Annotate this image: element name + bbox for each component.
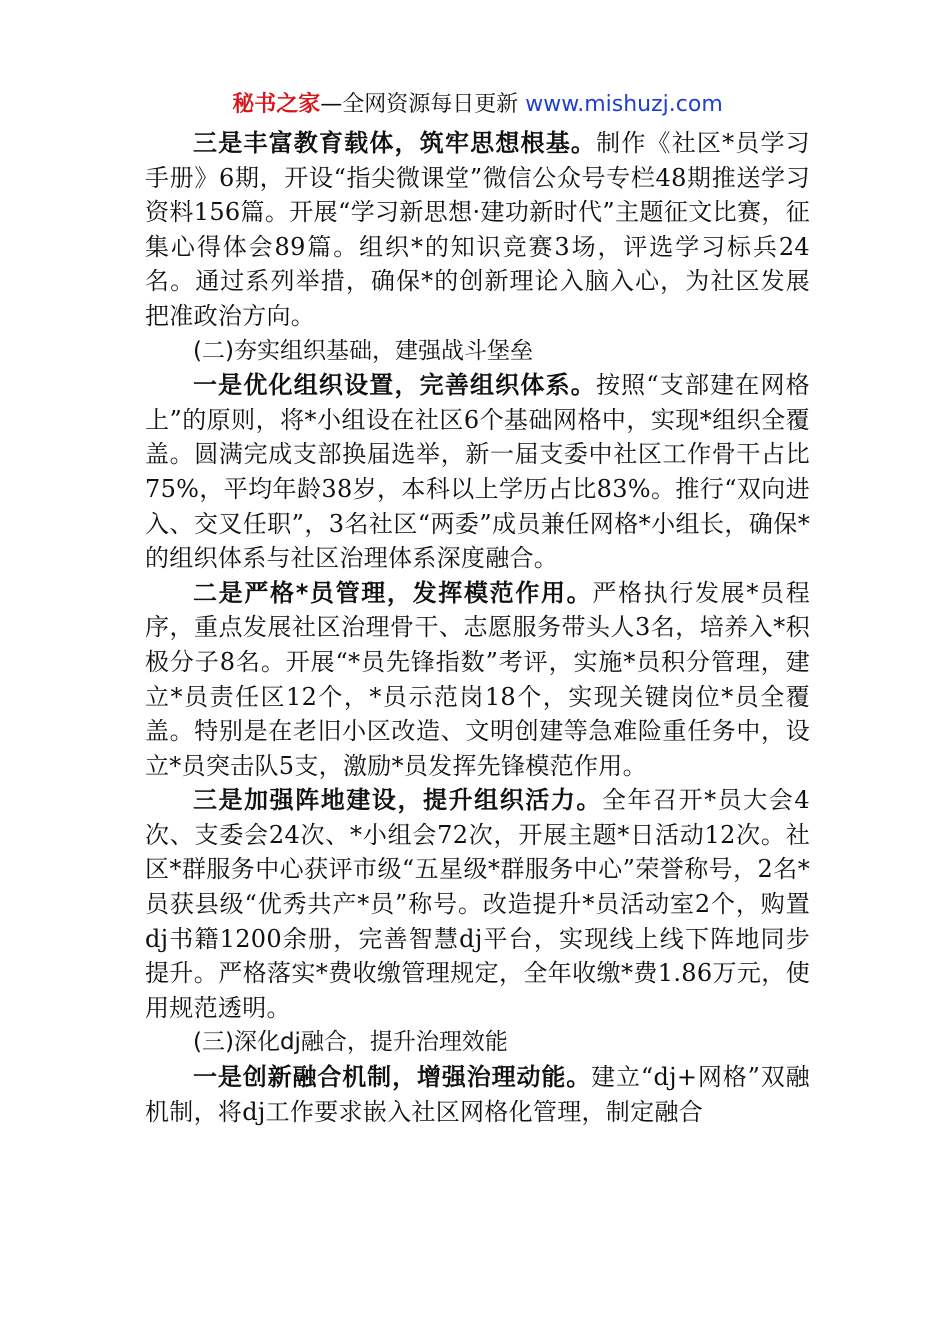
paragraph-position-building xyxy=(145,783,810,1025)
paragraph-education-carrier xyxy=(145,126,810,334)
paragraph-member-management xyxy=(145,576,810,784)
brand-name: 秘书之家 xyxy=(232,92,321,117)
header-slogan: —全网资源每日更新 xyxy=(320,92,526,117)
paragraph-lead: 三是加强阵地建设，提升组织活力。 xyxy=(193,786,602,815)
paragraph-body: 严格执行发展*员程序，重点发展社区治理骨干、志愿服务带头人3名，培养入*积极分子8名。开展“*员先锋指数”考评，实施*员积分管理，建立*员责任区12个，*员示范岗18个，实现关键岗位*员全覆盖。特别是在老旧小区改造、文明创建等急难险重任务中，设立*员突击队5支，激励*员发挥先锋模范作用。 xyxy=(145,578,810,780)
paragraph-lead: 一是优化组织设置，完善组织体系。 xyxy=(193,371,596,400)
paragraph-lead: 三是丰富教育载体，筑牢思想根基。 xyxy=(193,129,597,157)
paragraph-body: 建立“dj+网格”双融机制，将dj工作要求嵌入社区网格化管理，制定融合 xyxy=(145,1063,810,1126)
paragraph-body: 按照“支部建在网格上”的原则，将*小组设在社区6个基础网格中，实现*组织全覆盖。圆满完成支部换届选举，新一届支委中社区工作骨干占比75%，平均年龄38岁，本科以上学历占比83%。推行“双向进入、交叉任职”，3名社区“两委”成员兼任网格*小组长，确保*的组织体系与社区治理体系深度融合。 xyxy=(145,371,810,573)
paragraph-lead: 二是严格*员管理，发挥模范作用。 xyxy=(193,578,593,607)
paragraph-organization-setup xyxy=(145,368,810,576)
section-heading-integration: (三)深化dj融合，提升治理效能 xyxy=(193,1029,508,1056)
paragraph-body: 制作《社区*员学习手册》6期，开设“指尖微课堂”微信公众号专栏48期推送学习资料156篇。开展“学习新思想·建功新时代”主题征文比赛，征集心得体会89篇。组织*的知识竞赛3场，评选学习标兵24名。通过系列举措，确保*的创新理论入脑入心，为社区发展把准政治方向。 xyxy=(145,129,810,330)
paragraph-body: 全年召开*员大会4次、支委会24次、*小组会72次，开展主题*日活动12次。社区*群服务中心获评市级“五星级*群服务中心”荣誉称号，2名*员获县级“优秀共产*员”称号。改造提升*员活动室2个，购置dj书籍1200余册，完善智慧dj平台，实现线上线下阵地同步提升。严格落实*费收缴管理规定，全年收缴*费1.86万元，使用规范透明。 xyxy=(145,786,810,1022)
site-header xyxy=(145,88,810,122)
section-heading-organization: (二)夯实组织基础，建强战斗堡垒 xyxy=(193,337,533,364)
document-page xyxy=(145,88,810,1129)
site-url-link[interactable]: www.mishuzj.com xyxy=(525,92,723,117)
paragraph-integration-mechanism xyxy=(145,1060,810,1129)
paragraph-lead: 一是创新融合机制，增强治理动能。 xyxy=(193,1063,592,1092)
